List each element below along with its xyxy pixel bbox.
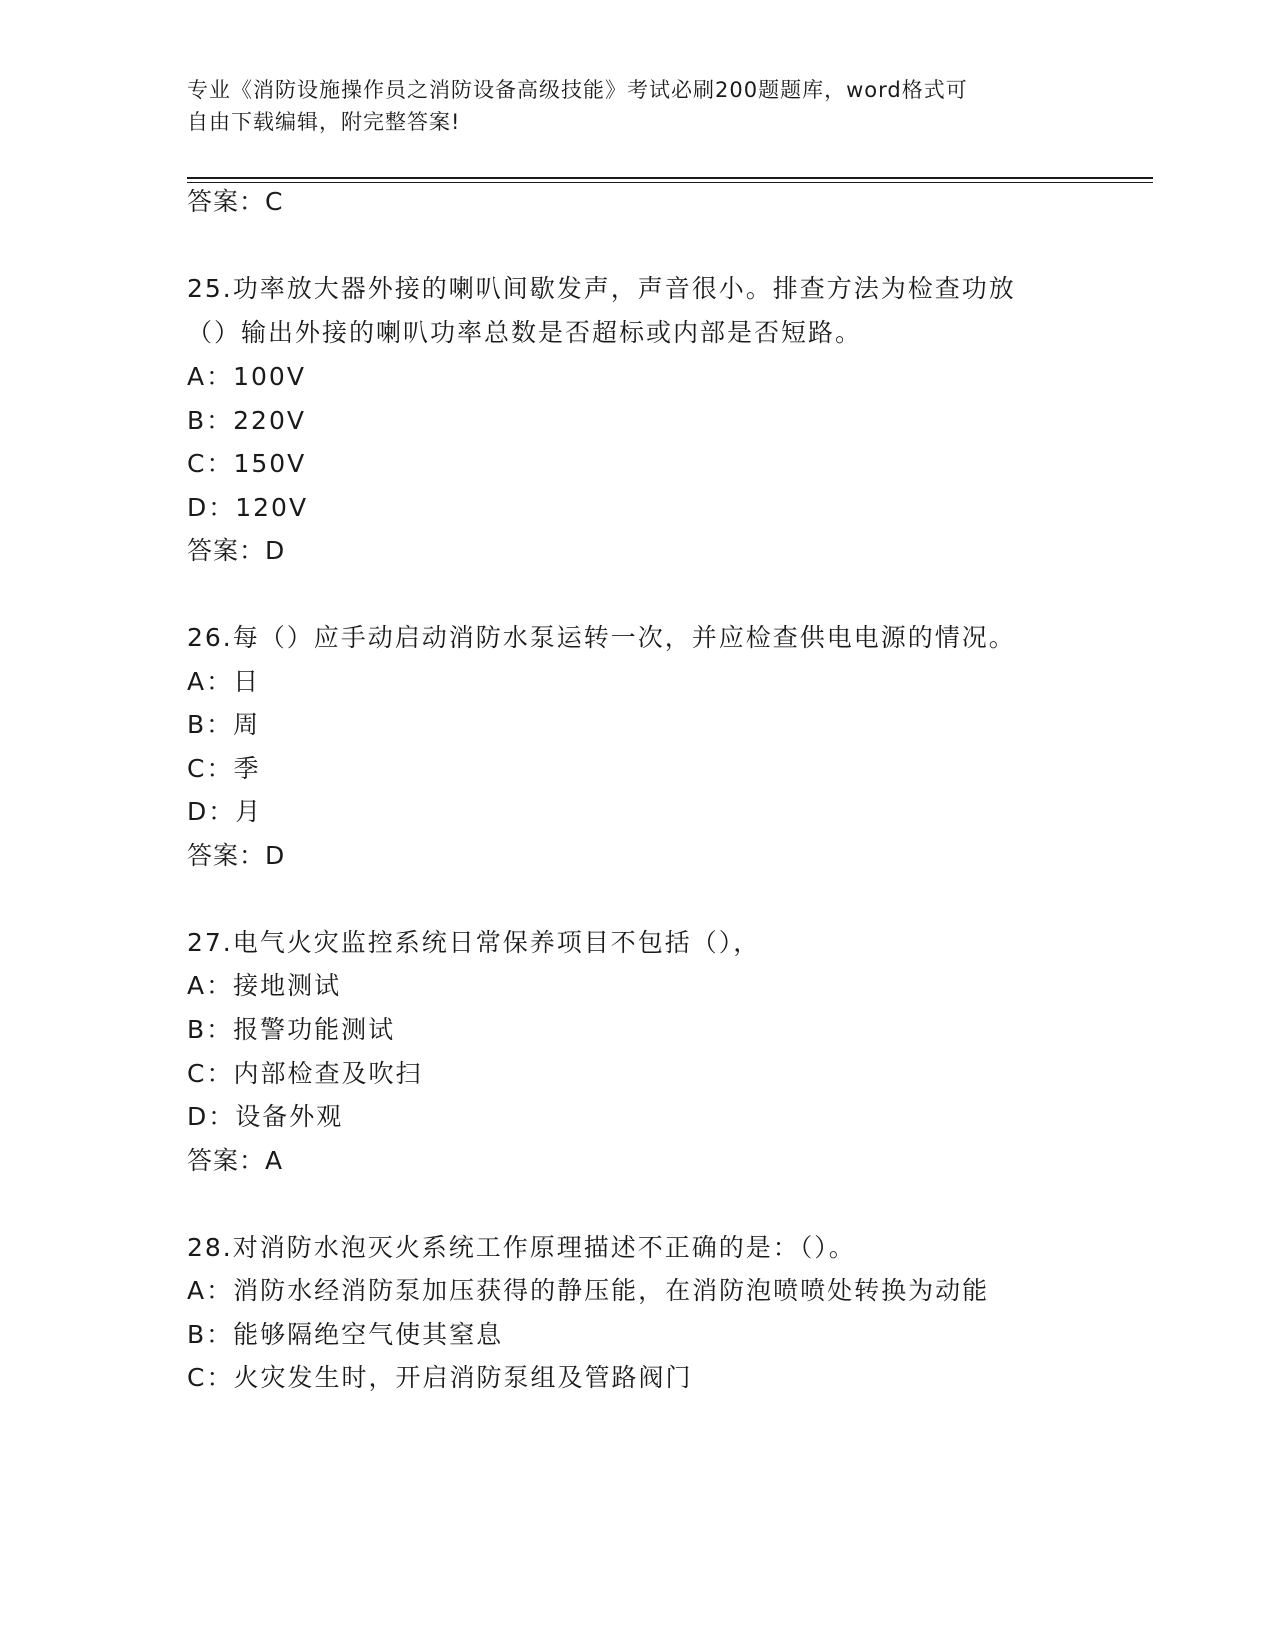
question-27-option-a: A：接地测试: [187, 971, 342, 1000]
question-25-stem-line-1: 25.功率放大器外接的喇叭间歇发声，声音很小。排查方法为检查功放: [187, 274, 1016, 303]
header-divider-thin: [187, 182, 1153, 183]
question-28-option-b: B：能够隔绝空气使其窒息: [187, 1320, 504, 1349]
question-25-option-d: D：120V: [187, 493, 309, 522]
header-divider-thick: [187, 177, 1153, 179]
question-28-option-a: A：消防水经消防泵加压获得的静压能，在消防泡喷喷处转换为动能: [187, 1276, 990, 1305]
document-header: [187, 74, 1067, 138]
question-25-option-b: B：220V: [187, 406, 306, 435]
question-25-answer: 答案：D: [187, 536, 286, 565]
question-28-stem-line-1: 28.对消防水泡灭火系统工作原理描述不正确的是：（）。: [187, 1233, 856, 1262]
question-25-stem-line-2: （）输出外接的喇叭功率总数是否超标或内部是否短路。: [187, 318, 863, 347]
question-27-option-b: B：报警功能测试: [187, 1015, 396, 1044]
header-line-2: 自由下载编辑，附完整答案!: [187, 110, 461, 134]
header-line-1: 专业《消防设施操作员之消防设备高级技能》考试必刷200题题库，word格式可: [187, 78, 968, 102]
question-25-option-c: C：150V: [187, 449, 307, 478]
question-27-option-d: D：设备外观: [187, 1102, 344, 1131]
question-26-option-a: A：日: [187, 667, 261, 696]
question-27-answer: 答案：A: [187, 1146, 284, 1175]
question-27-stem-line-1: 27.电气火灾监控系统日常保养项目不包括（），: [187, 928, 761, 957]
question-26-option-c: C：季: [187, 754, 261, 783]
question-25-option-a: A：100V: [187, 362, 306, 391]
question-26-option-d: D：月: [187, 797, 263, 826]
previous-answer: 答案：C: [187, 187, 284, 216]
question-26-option-b: B：周: [187, 710, 261, 739]
question-28-option-c: C：火灾发生时，开启消防泵组及管路阀门: [187, 1363, 693, 1392]
question-26-answer: 答案：D: [187, 841, 286, 870]
question-26-stem-line-1: 26.每（）应手动启动消防水泵运转一次，并应检查供电电源的情况。: [187, 623, 1016, 652]
question-27-option-c: C：内部检查及吹扫: [187, 1059, 423, 1088]
